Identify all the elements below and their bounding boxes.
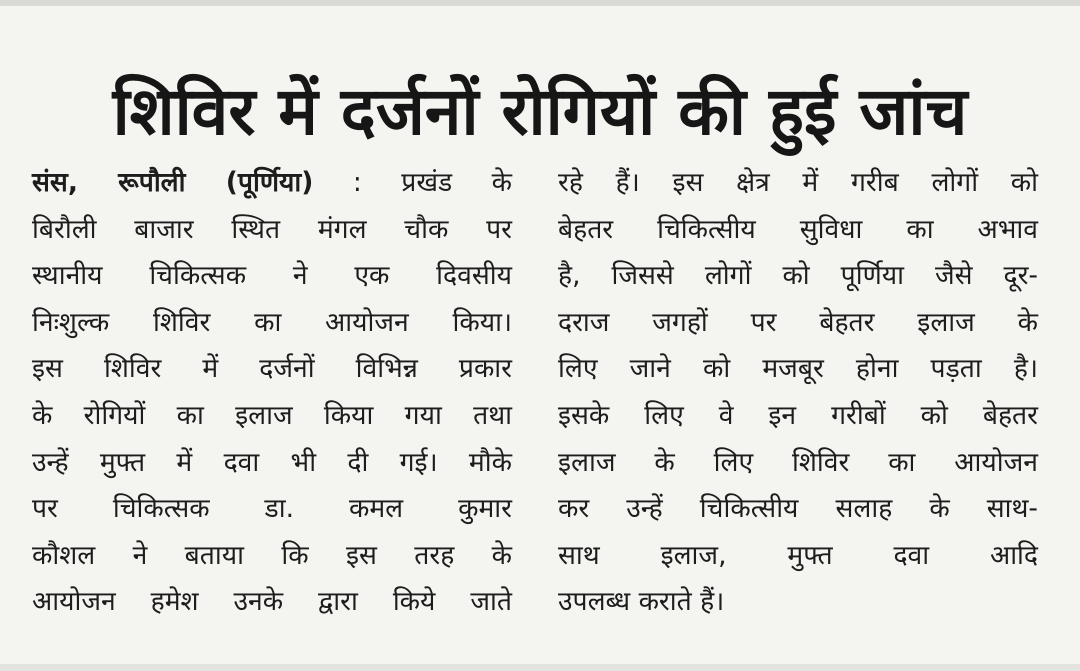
article-line: बेहतर चिकित्सीय सुविधा का अभाव	[558, 213, 1038, 245]
article-line: इसके लिए वे इन गरीबों को बेहतर	[558, 399, 1038, 431]
headline: शिविर में दर्जनों रोगियों की हुई जांच	[112, 73, 968, 151]
bottom-divider	[0, 664, 1080, 671]
article-line: आयोजन हमेश उनके द्वारा किये जाते	[32, 586, 512, 618]
article-column-right	[558, 160, 1038, 626]
article-line: बिरौली बाजार स्थित मंगल चौक पर	[32, 213, 512, 245]
article-line: उन्हें मुफ्त में दवा भी दी गई। मौके	[32, 446, 512, 478]
article-line: साथ इलाज, मुफ्त दवा आदि	[558, 539, 1038, 571]
article-line: इलाज के लिए शिविर का आयोजन	[558, 446, 1038, 478]
article-line: कर उन्हें चिकित्सीय सलाह के साथ-	[558, 493, 1038, 525]
dateline: संस, रूपौली (पूर्णिया)	[32, 167, 314, 198]
article-line: लिए जाने को मजबूर होना पड़ता है।	[558, 353, 1038, 385]
article-column-left	[32, 160, 512, 626]
article-line: है, जिससे लोगों को पूर्णिया जैसे दूर-	[558, 260, 1038, 292]
article-line: पर चिकित्सक डा. कमल कुमार	[32, 493, 512, 525]
article-line-text: : प्रखंड के	[313, 167, 513, 198]
article-line: दराज जगहों पर बेहतर इलाज के	[558, 306, 1038, 338]
article-line: उपलब्ध कराते हैं।	[558, 586, 725, 618]
article-line: के रोगियों का इलाज किया गया तथा	[32, 399, 512, 431]
article-line: स्थानीय चिकित्सक ने एक दिवसीय	[32, 260, 512, 292]
top-divider	[0, 0, 1080, 6]
article-line	[32, 160, 512, 207]
article-line: निःशुल्क शिविर का आयोजन किया।	[32, 306, 512, 338]
article-line: कौशल ने बताया कि इस तरह के	[32, 539, 512, 571]
article-line: इस शिविर में दर्जनों विभिन्न प्रकार	[32, 353, 512, 385]
article-line: रहे हैं। इस क्षेत्र में गरीब लोगों को	[558, 167, 1038, 198]
